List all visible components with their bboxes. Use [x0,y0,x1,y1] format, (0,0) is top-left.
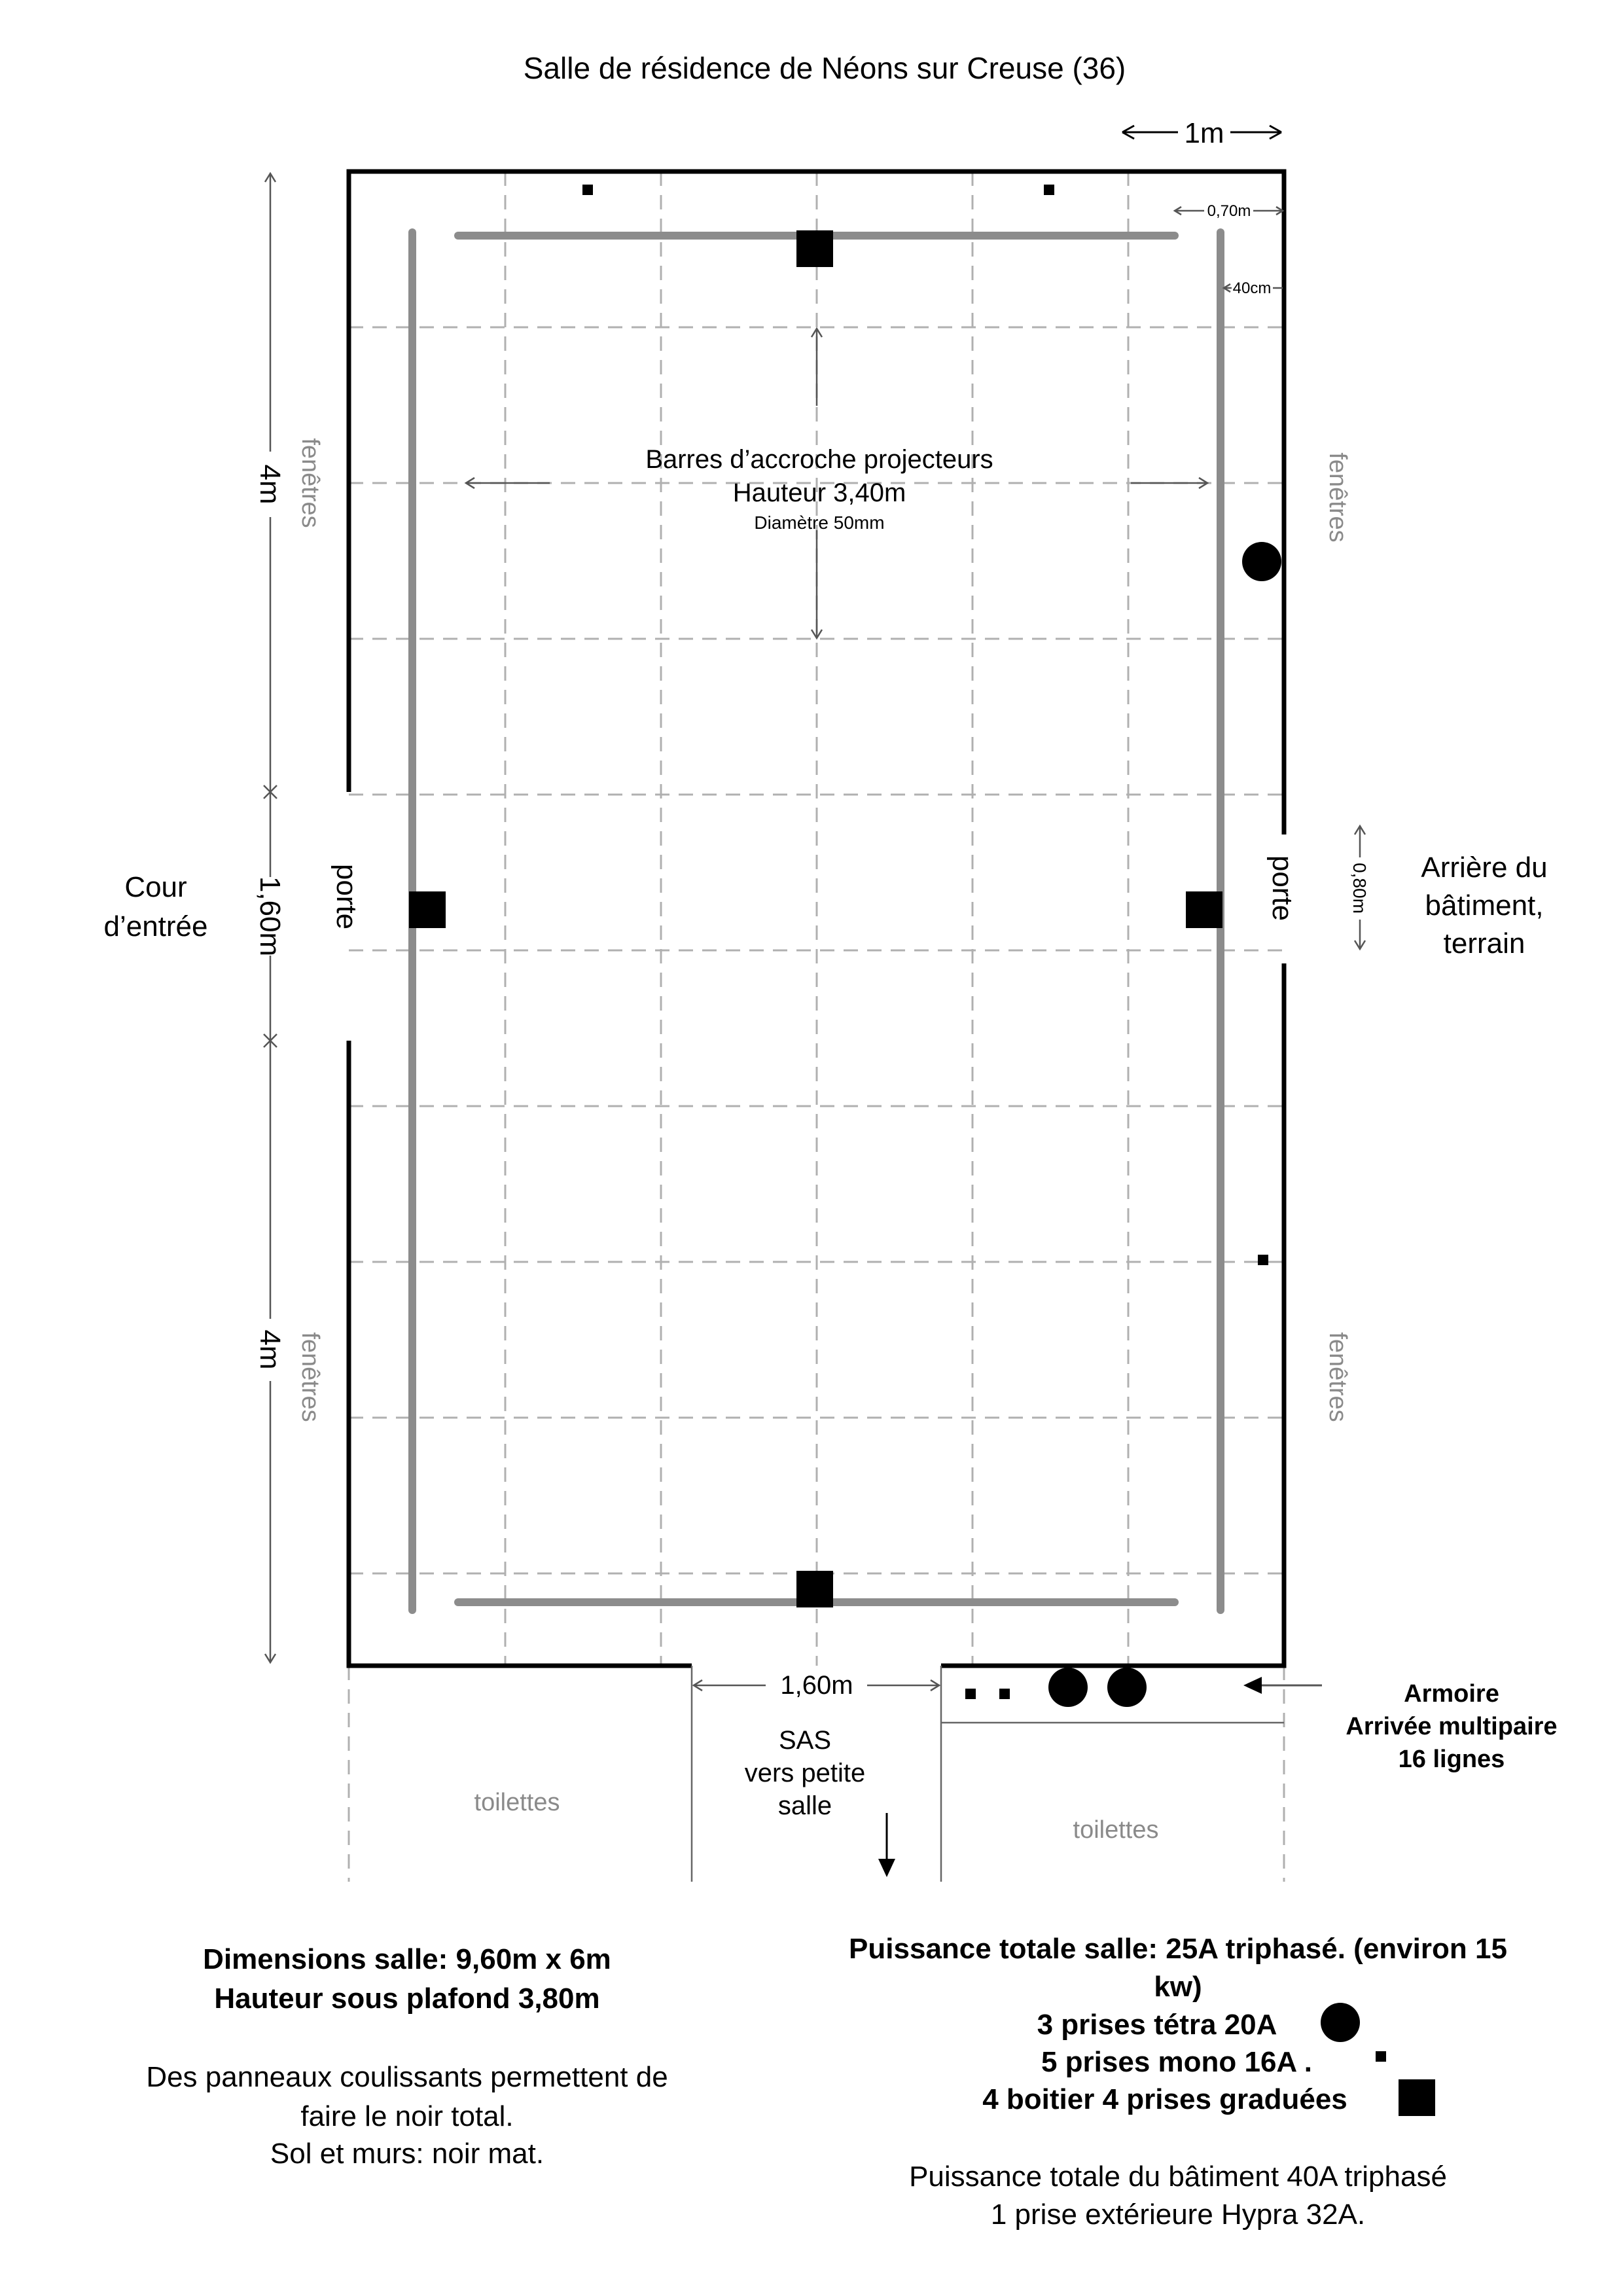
toilets-label-right: toilettes [1073,1816,1159,1844]
bars-label-line2: Hauteur 3,40m [732,478,906,507]
power-line5: 4 boitier 4 prises graduées [982,2083,1347,2115]
power-line1: Puissance totale salle: 25A triphasé. (environ 15 [849,1933,1507,1965]
power-line2: kw) [1154,1971,1202,2003]
toilets-label-left: toilettes [474,1789,560,1816]
scale-indicator [1122,117,1281,149]
power-line6: Puissance totale du bâtiment 40A triphasé [909,2161,1447,2193]
sas-line2: vers petite [744,1759,866,1787]
dim-070: 0,70m [1207,202,1251,220]
door-label-left: porte [330,863,363,930]
dim-left-mid: 1,60m [254,876,286,957]
power-line7: 1 prise extérieure Hypra 32A. [990,2198,1366,2231]
dim-left-bottom: 4m [254,1329,286,1370]
dim-40cm: 40cm [1232,279,1272,297]
scale-label: 1m [1184,117,1224,149]
mono-socket-icon [582,185,1268,1699]
dimensions-line2: Hauteur sous plafond 3,80m [214,1982,600,2015]
dimensions-line4: faire le noir total. [300,2100,514,2132]
armoire-line2: Arrivée multipaire [1346,1713,1558,1740]
tetra-socket-icon [1048,542,1281,1707]
sas-dimension [694,1671,939,1700]
dimmer-box-icon-legend [1399,2079,1435,2116]
right-door-dimension [1349,826,1370,949]
dimensions-line1: Dimensions salle: 9,60m x 6m [203,1943,611,1975]
sas-line1: SAS [778,1726,832,1755]
bars-label-line3: Diamètre 50mm [754,512,885,533]
sas-arrow-icon [878,1813,895,1877]
grid [349,171,1284,1882]
left-dimension [254,173,286,1662]
page-title: Salle de résidence de Néons sur Creuse (36) [523,51,1126,85]
right-side-line1: Arrière du [1421,852,1548,884]
mono-socket-icon-legend [1376,2051,1386,2062]
door-label-right: porte [1266,855,1298,922]
bars-label-line1: Barres d’accroche projecteurs [645,445,993,474]
dimensions-line5: Sol et murs: noir mat. [270,2138,544,2170]
sas-line3: salle [777,1791,832,1820]
windows-label-right-bottom: fenêtres [1324,1332,1351,1422]
windows-label-left-top: fenêtres [296,438,324,528]
armoire-arrow [1243,1677,1322,1694]
right-side-line3: terrain [1443,927,1525,960]
armoire-line1: Armoire [1404,1680,1499,1708]
tetra-socket-icon-legend [1321,2003,1360,2042]
dim-right-door: 0,80m [1349,863,1370,914]
power-line4: 5 prises mono 16A . [1041,2046,1313,2078]
dim-sas: 1,60m [780,1671,853,1700]
dimensions-line3: Des panneaux coulissants permettent de [146,2061,668,2093]
top-right-dims [1175,202,1283,297]
dim-left-top: 4m [254,464,286,505]
windows-label-left-bottom: fenêtres [296,1332,324,1422]
left-side-line2: d’entrée [103,910,208,942]
windows-label-right-top: fenêtres [1324,452,1351,543]
armoire-line3: 16 lignes [1398,1746,1505,1773]
right-side-line2: bâtiment, [1425,889,1544,922]
power-line3: 3 prises tétra 20A [1037,2009,1277,2041]
left-side-line1: Cour [124,871,187,903]
